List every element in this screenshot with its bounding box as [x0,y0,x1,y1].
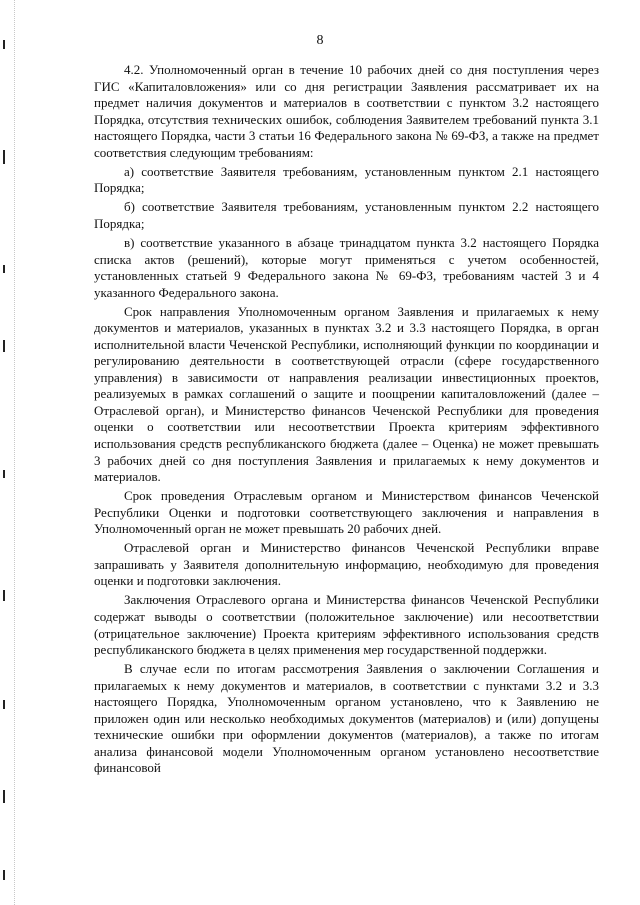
scan-mark [3,470,5,478]
list-item-b: б) соответствие Заявителя требованиям, установленным пунктом 2.2 настоящего Порядка; [94,199,599,231]
scan-mark [3,870,5,880]
list-item-v: в) соответствие указанного в абзаце тринадцатом пункта 3.2 настоящего Порядка списка актов (решений), которые могут применяться с учетом особенностей, установленных статьей 9 Федерального закона № 69-ФЗ, требованиям частей 3 и 4 указанного Федерального закона. [94,234,599,300]
scan-edge [0,0,15,905]
scan-mark [3,790,5,803]
scan-mark [3,265,5,273]
paragraph-4-2: 4.2. Уполномоченный орган в течение 10 рабочих дней со дня поступления через ГИС «Капиталовложения» или со дня регистрации Заявления рассматривает их на предмет наличия документов и материалов в соответствии с пунктом 3.2 настоящего Порядка, отсутствия технических ошибок, соблюдения Заявителем требований пункта 3.1 настоящего Порядка, части 3 статьи 16 Федерального закона № 69-ФЗ, а также на предмет соответствия следующим требованиям: [94,62,599,160]
page-number: 8 [316,33,324,48]
list-item-a: а) соответствие Заявителя требованиям, установленным пунктом 2.1 настоящего Порядка; [94,163,599,196]
document-body [94,62,599,779]
paragraph-case-missing-docs: В случае если по итогам рассмотрения Заявления о заключении Соглашения и прилагаемых к нему документов и материалов, в соответствии с пунктами 3.2 и 3.3 настоящего Порядка, Уполномоченным органом установлено, что к Заявлению не приложен один или несколько необходимых документов (материалов) и (или) допущены технические ошибки при оформлении документов (материалов), а также по итогам анализа финансовой модели Уполномоченным органом установлено несоответствие финансовой [94,661,599,776]
paragraph-additional-info: Отраслевой орган и Министерство финансов Чеченской Республики вправе запрашивать у Заявителя дополнительную информацию, необходимую для проведения оценки и подготовки заключения. [94,540,599,589]
scan-mark [3,340,5,352]
scan-mark [3,590,5,601]
scan-mark [3,700,5,709]
paragraph-deadline-assessment: Срок проведения Отраслевым органом и Министерством финансов Чеченской Республики Оценки и подготовки соответствующего заключения и направления в Уполномоченный орган не может превышать 20 рабочих дней. [94,488,599,537]
paragraph-conclusions: Заключения Отраслевого органа и Министерства финансов Чеченской Республики содержат выводы о соответствии (положительное заключение) или несоответствии (отрицательное заключение) Проекта критериям эффективного использования средств республиканского бюджета в целях применения мер государственной поддержки. [94,592,599,658]
scan-mark [3,150,5,164]
paragraph-deadline-direction: Срок направления Уполномоченным органом Заявления и прилагаемых к нему документов и материалов, указанных в пунктах 3.2 и 3.3 настоящего Порядка, в орган исполнительной власти Чеченской Республики, исполняющий функции по координации и регулированию деятельности в соответствующей отрасли (сфере государственного управления) в зависимости от направления реализации инвестиционных проектов, реализуемых в рамках соглашений о защите и поощрении капиталовложений (далее – Отраслевой орган), и Министерство финансов Чеченской Республики для проведения оценки о соответствии или несоответствии Проекта критериям эффективного использования средств республиканского бюджета (далее – Оценка) не может превышать 3 рабочих дней со дня поступления Заявления и прилагаемых к нему документов и материалов. [94,303,599,485]
